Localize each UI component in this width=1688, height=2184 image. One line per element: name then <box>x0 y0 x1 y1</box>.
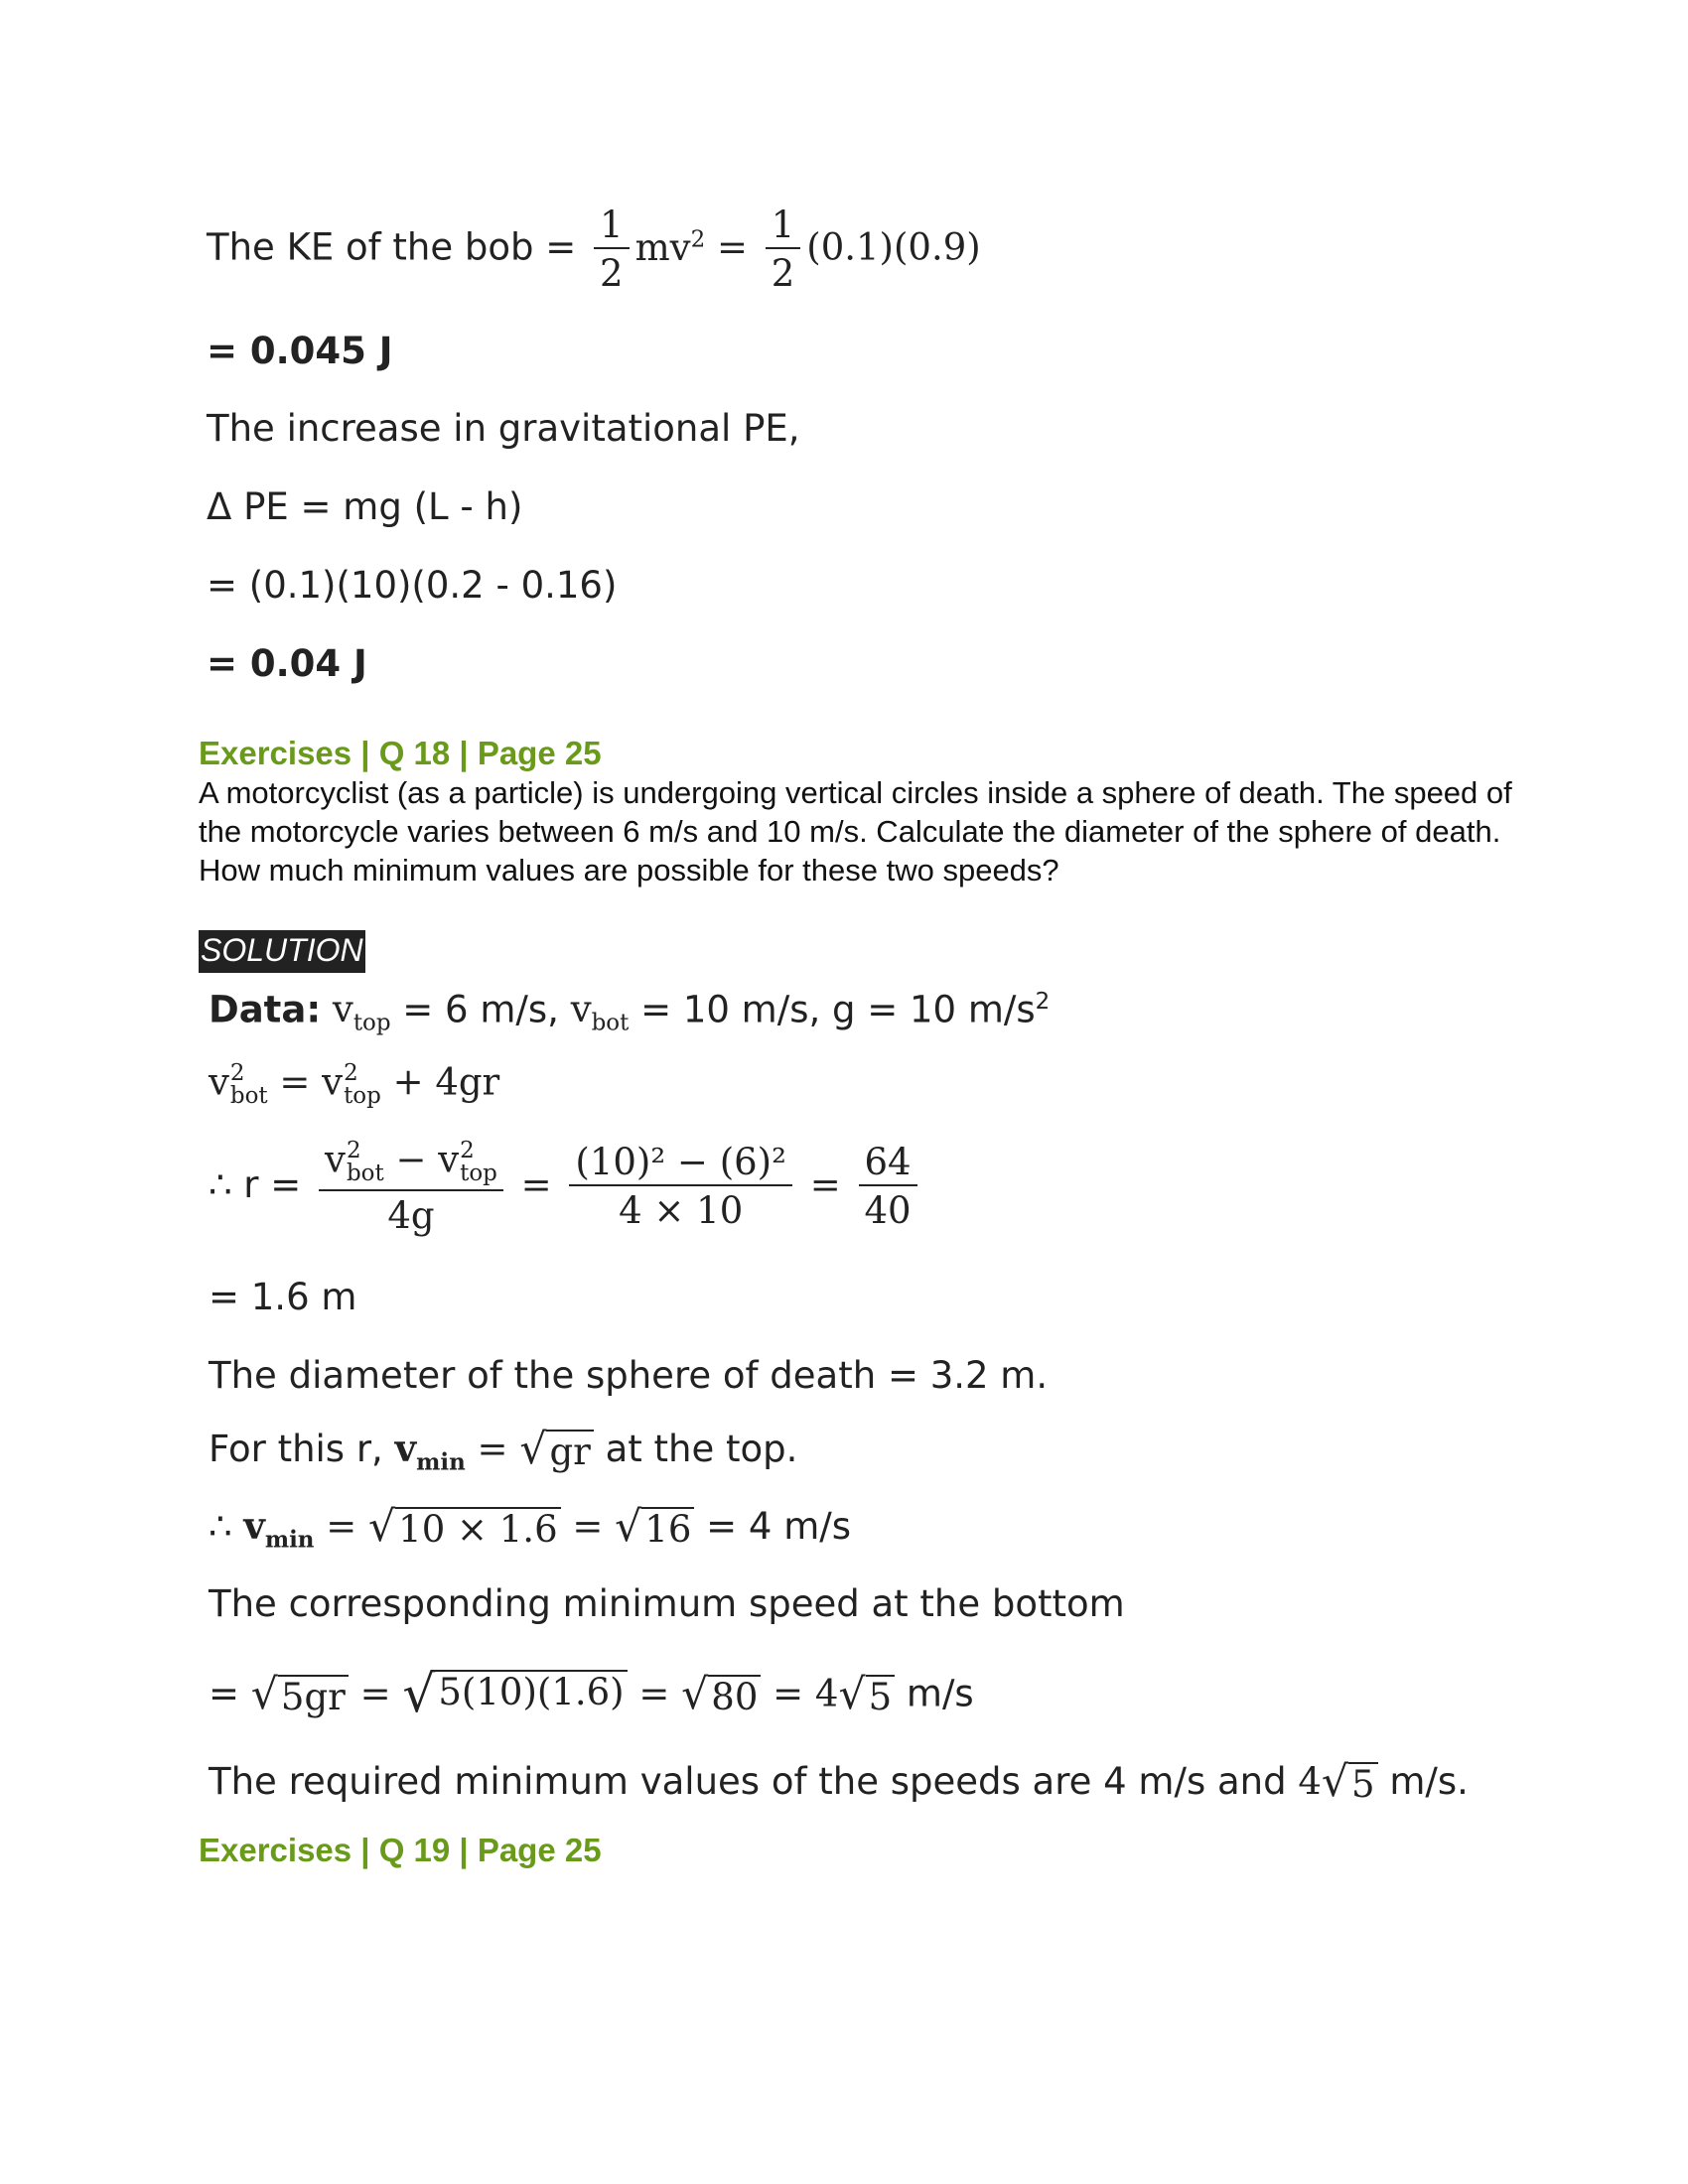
question-text: A motorcyclist (as a particle) is undergoing vertical circles inside a sphere of death. The speed of the motorcycle varies between 6 m/s and 10 m/s. Calculate the diameter of the sphere of death. How much minimum values are possible for these two speeds? <box>199 775 1512 887</box>
pe-intro: The increase in gravitational PE, <box>207 407 800 450</box>
pe-formula: Δ PE = mg (L - h) <box>207 485 523 528</box>
ke-values: (0.1)(0.9) <box>806 225 981 269</box>
pe-substitution: = (0.1)(10)(0.2 - 0.16) <box>207 564 618 607</box>
fraction-half-2: $\frac{1}{2}$ <box>766 206 801 292</box>
ke-prefix: The KE of the bob <box>207 225 534 269</box>
final-answer: The required minimum values of the speeds are 4 m/s and 4 √ 5 m/s. <box>209 1758 1469 1807</box>
pe-result: = 0.04 J <box>207 642 367 685</box>
ke-line: The KE of the bob = $\frac{1}{2}$ $mv^2$ = $\frac{1}{2}$ (0.1)(0.9) <box>207 204 981 295</box>
solution-label: SOLUTION <box>199 930 365 973</box>
bottom-calc: = √ 5gr = √ 5(10)(1.6) = √ 80 = 4 √ 5 m/s <box>209 1665 974 1724</box>
sqrt-gr: √ gr <box>519 1430 594 1472</box>
vmin-calc: ∴ $v_{min}$ = √ 10 × 1.6 = √ 16 = 4 m/s <box>209 1503 851 1554</box>
ke-result: = 0.045 J <box>207 330 393 372</box>
exercise-heading-q18[interactable]: Exercises | Q 18 | Page 25 <box>199 735 602 771</box>
data-line: Data: $v_{top} = 6$ m/s, $v_{bot} = 10$ m/s, g = 10 $m/s^2$ <box>209 988 1051 1036</box>
equation-radius: ∴ r = v 2 bot − v 2 top 4g = $\frac{\text{(10)² − (6)²}}{4 \times 10}$ = $\frac{64}{40}$ <box>209 1140 923 1234</box>
radius-result: = 1.6 m <box>209 1276 357 1318</box>
mv-squared: $mv^2$ <box>634 225 706 269</box>
fraction-half: $\frac{1}{2}$ <box>594 206 630 292</box>
vmin-line: For this r, $v_{min}$ = √ gr at the top. <box>209 1426 798 1476</box>
exercise-heading-q19[interactable]: Exercises | Q 19 | Page 25 <box>199 1832 602 1868</box>
equation-velocity-relation: v 2 bot = v 2 top + 4gr <box>209 1060 500 1109</box>
diameter-text: The diameter of the sphere of death = 3.2 m. <box>209 1354 1049 1397</box>
ke-equals: = <box>545 225 577 269</box>
bottom-intro: The corresponding minimum speed at the bottom <box>209 1582 1125 1625</box>
